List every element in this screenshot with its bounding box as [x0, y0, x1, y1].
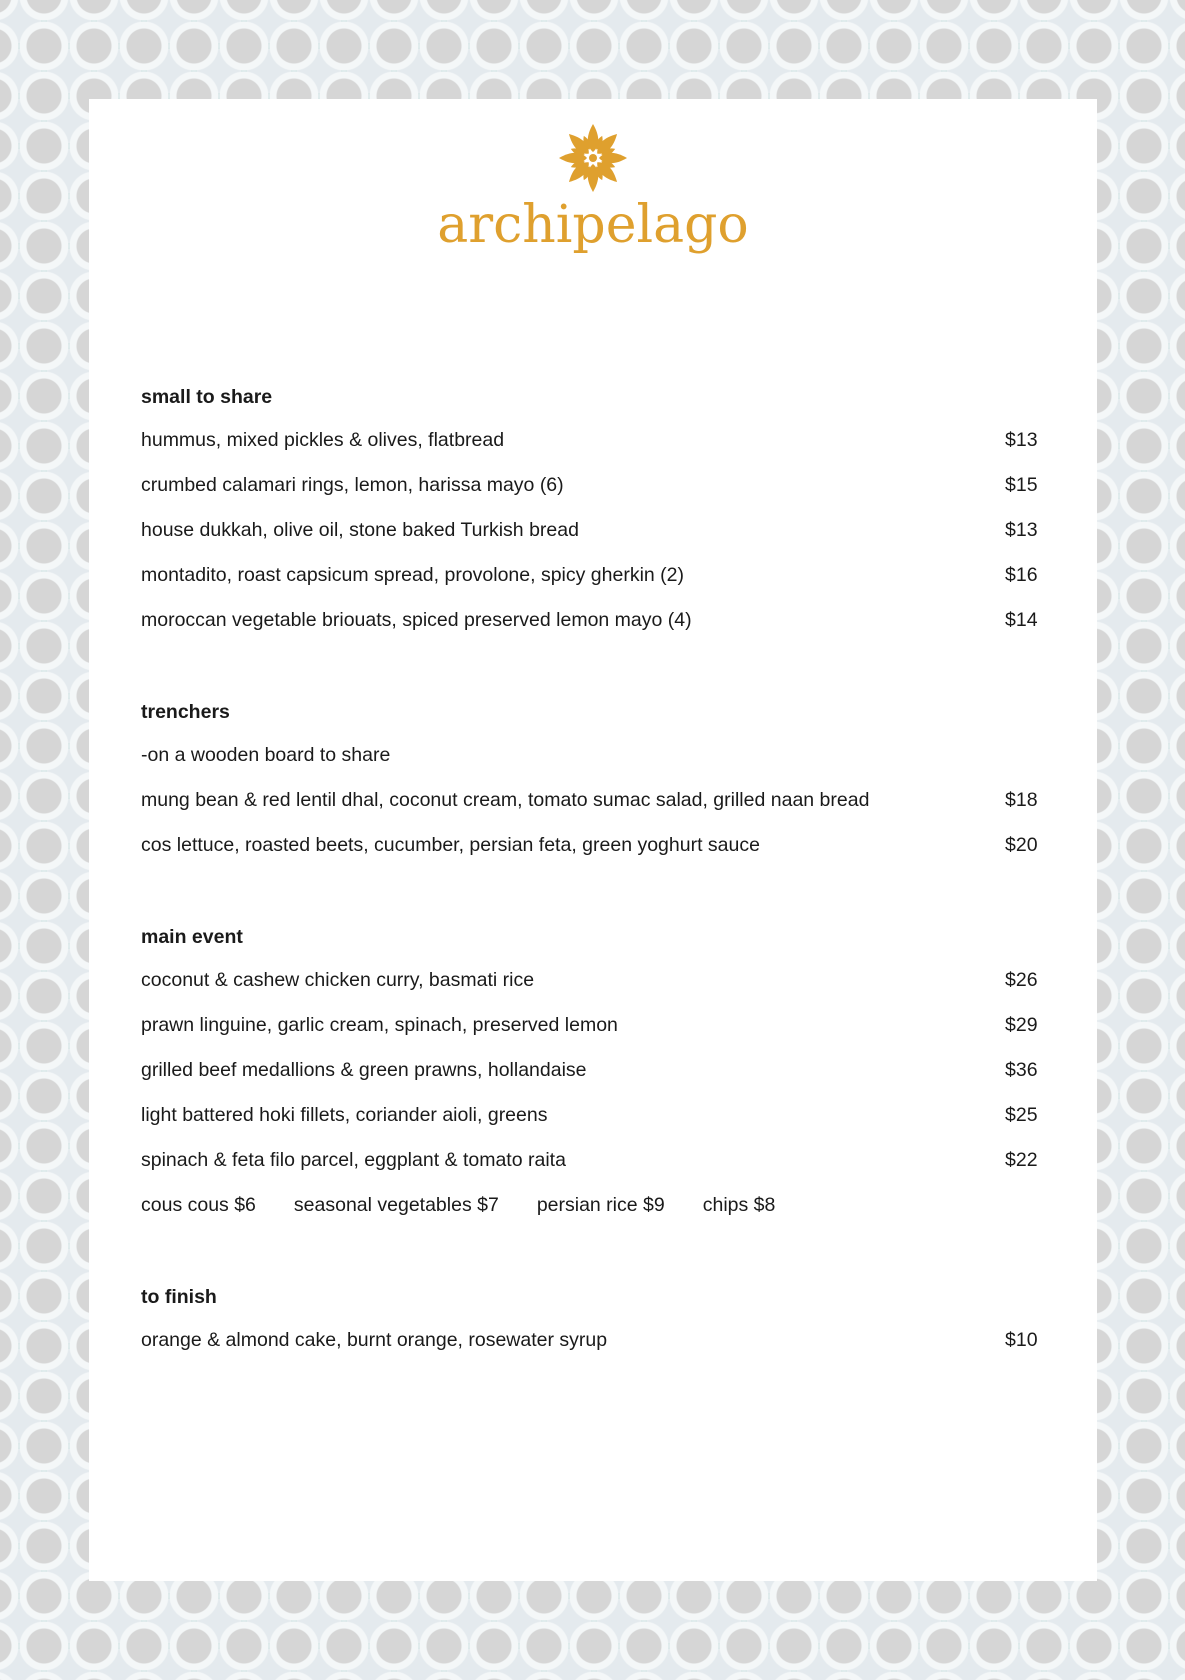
- section-title: trenchers: [141, 701, 230, 723]
- menu-item: [141, 785, 1045, 830]
- item-price: $29: [1005, 1014, 1038, 1036]
- item-price: $18: [1005, 789, 1038, 811]
- menu-item: [141, 1145, 1045, 1190]
- section-title: main event: [141, 926, 243, 948]
- sides-list: [141, 1190, 1045, 1235]
- item-price: $13: [1005, 519, 1038, 541]
- menu-item: [141, 1055, 1045, 1100]
- item-name: moroccan vegetable briouats, spiced preserved lemon mayo (4): [141, 609, 692, 631]
- brand-name: archipelago: [437, 195, 749, 255]
- section-title: to finish: [141, 1286, 217, 1308]
- menu-item: [141, 1010, 1045, 1055]
- item-price: $36: [1005, 1059, 1038, 1081]
- item-name: cos lettuce, roasted beets, cucumber, persian feta, green yoghurt sauce: [141, 834, 760, 856]
- item-name: montadito, roast capsicum spread, provolone, spicy gherkin (2): [141, 564, 685, 586]
- section-main-event: [141, 920, 1045, 1235]
- item-name: coconut & cashew chicken curry, basmati rice: [141, 969, 535, 991]
- side-item: seasonal vegetables $7: [293, 1194, 499, 1216]
- item-price: $20: [1005, 834, 1038, 856]
- menu: [141, 380, 1045, 1415]
- section-to-finish: [141, 1280, 1045, 1370]
- menu-item: [141, 560, 1045, 605]
- item-price: $22: [1005, 1149, 1038, 1171]
- item-price: $10: [1005, 1329, 1038, 1351]
- item-name: crumbed calamari rings, lemon, harissa mayo (6): [141, 474, 564, 496]
- item-name: spinach & feta filo parcel, eggplant & tomato raita: [141, 1149, 566, 1171]
- item-price: $14: [1005, 609, 1038, 631]
- menu-item: [141, 605, 1045, 650]
- menu-item: [141, 425, 1045, 470]
- menu-item: [141, 470, 1045, 515]
- logo: [89, 121, 1097, 253]
- side-item: persian rice $9: [536, 1194, 665, 1216]
- menu-page: [89, 99, 1097, 1581]
- item-price: $13: [1005, 429, 1038, 451]
- section-trenchers: [141, 695, 1045, 875]
- section-title: small to share: [141, 386, 273, 408]
- item-name: prawn linguine, garlic cream, spinach, preserved lemon: [141, 1014, 618, 1036]
- menu-item: [141, 830, 1045, 875]
- item-name: orange & almond cake, burnt orange, rosewater syrup: [141, 1329, 608, 1351]
- item-price: $25: [1005, 1104, 1038, 1126]
- side-item: chips $8: [702, 1194, 776, 1216]
- item-name: light battered hoki fillets, coriander aioli, greens: [141, 1104, 548, 1126]
- item-name: hummus, mixed pickles & olives, flatbread: [141, 429, 505, 451]
- item-price: $16: [1005, 564, 1038, 586]
- section-note: -on a wooden board to share: [141, 744, 391, 766]
- item-name: mung bean & red lentil dhal, coconut cream, tomato sumac salad, grilled naan bread: [141, 789, 870, 811]
- item-name: house dukkah, olive oil, stone baked Turkish bread: [141, 519, 579, 541]
- menu-item: [141, 515, 1045, 560]
- item-price: $26: [1005, 969, 1038, 991]
- section-small-to-share: [141, 380, 1045, 650]
- menu-item: [141, 965, 1045, 1010]
- menu-item: [141, 1100, 1045, 1145]
- flower-icon: [556, 121, 630, 195]
- item-price: $15: [1005, 474, 1038, 496]
- item-name: grilled beef medallions & green prawns, hollandaise: [141, 1059, 587, 1081]
- menu-item: [141, 1325, 1045, 1370]
- side-item: cous cous $6: [141, 1194, 256, 1216]
